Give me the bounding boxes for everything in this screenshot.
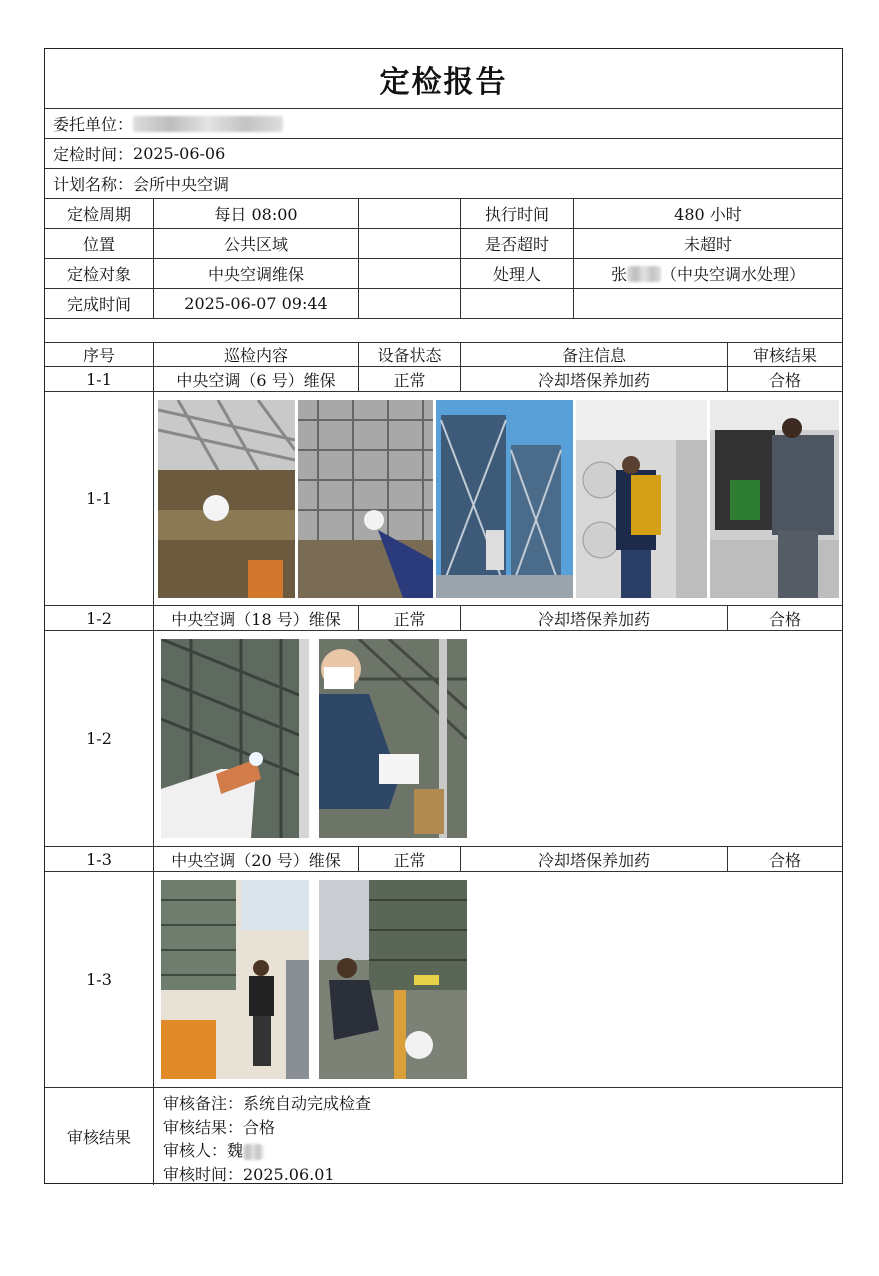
review-time: 审核时间：2025.06.01	[163, 1164, 335, 1184]
exec-label: 执行时间	[461, 199, 574, 228]
object-label: 定检对象	[45, 259, 154, 288]
header-content: 巡检内容	[154, 343, 359, 366]
inspection-photo[interactable]	[319, 880, 467, 1079]
handler-label: 处理人	[461, 259, 574, 288]
plan-name-label: 计划名称：	[53, 175, 134, 194]
photo-row-seq: 1-1	[45, 392, 154, 605]
inspection-photo[interactable]	[161, 880, 309, 1079]
review-note: 审核备注：系统自动完成检查	[163, 1094, 372, 1113]
inspection-photo[interactable]	[576, 400, 707, 598]
photo-row-seq: 1-3	[45, 872, 154, 1087]
review-result: 审核结果：合格	[163, 1117, 276, 1137]
inspection-date-row	[45, 139, 842, 169]
report-title: 定检报告	[379, 64, 508, 100]
inspection-date-label: 定检时间：	[53, 145, 134, 164]
finish-label: 完成时间	[45, 289, 154, 318]
inspection-date-value: 2025-06-06	[133, 144, 226, 163]
reviewer: 审核人：魏	[163, 1139, 371, 1163]
plan-name-value: 会所中央空调	[133, 175, 230, 194]
row-result: 合格	[768, 850, 801, 870]
overdue-label: 是否超时	[461, 229, 574, 258]
client-label: 委托单位：	[53, 115, 134, 134]
review-row	[45, 1088, 842, 1185]
plan-name-row	[45, 169, 842, 199]
row-result: 合格	[768, 370, 801, 390]
inspection-photo[interactable]	[319, 639, 467, 838]
title-row	[45, 49, 842, 109]
finish-value: 2025-06-07 09:44	[154, 289, 359, 318]
row-content: 中央空调（6 号）维保	[154, 367, 359, 391]
row-remark: 冷却塔保养加药	[461, 847, 728, 871]
header-remark: 备注信息	[461, 343, 728, 366]
inspection-photo[interactable]	[158, 400, 295, 598]
row-seq: 1-1	[45, 367, 154, 391]
client-redacted	[133, 116, 283, 132]
object-value: 中央空调维保	[154, 259, 359, 288]
table-row	[45, 847, 842, 872]
info-row-location	[45, 229, 842, 259]
inspection-photo[interactable]	[161, 639, 309, 838]
photo-row	[45, 872, 842, 1088]
cycle-value: 每日 08:00	[154, 199, 359, 228]
client-row	[45, 109, 842, 139]
exec-value: 480 小时	[674, 205, 742, 224]
table-row	[45, 367, 842, 392]
handler-value: 张 （中央空调水处理）	[610, 265, 806, 284]
photo-row	[45, 392, 842, 606]
inspection-photo[interactable]	[710, 400, 839, 598]
header-status: 设备状态	[359, 343, 461, 366]
location-value: 公共区域	[154, 229, 359, 258]
reviewer-redacted	[243, 1144, 263, 1160]
inspection-photo[interactable]	[436, 400, 573, 598]
row-content: 中央空调（18 号）维保	[154, 606, 359, 630]
header-result: 审核结果	[752, 346, 817, 365]
review-label: 审核结果	[45, 1088, 154, 1185]
cycle-label: 定检周期	[45, 199, 154, 228]
spacer-row	[45, 319, 842, 343]
row-status: 正常	[359, 367, 461, 391]
photo-row	[45, 631, 842, 847]
info-row-cycle	[45, 199, 842, 229]
table-header-row	[45, 343, 842, 367]
row-remark: 冷却塔保养加药	[461, 606, 728, 630]
info-row-object	[45, 259, 842, 289]
info-row-finish	[45, 289, 842, 319]
inspection-photo[interactable]	[298, 400, 433, 598]
overdue-value: 未超时	[683, 235, 732, 254]
inspection-report	[44, 48, 843, 1184]
row-seq: 1-3	[45, 847, 154, 871]
row-remark: 冷却塔保养加药	[461, 367, 728, 391]
photo-row-seq: 1-2	[45, 631, 154, 846]
table-row	[45, 606, 842, 631]
review-details	[163, 1092, 371, 1186]
row-result: 合格	[768, 609, 801, 629]
row-content: 中央空调（20 号）维保	[154, 847, 359, 871]
location-label: 位置	[45, 229, 154, 258]
handler-redacted	[627, 266, 661, 282]
row-seq: 1-2	[45, 606, 154, 630]
row-status: 正常	[359, 847, 461, 871]
row-status: 正常	[359, 606, 461, 630]
header-seq: 序号	[45, 343, 154, 366]
